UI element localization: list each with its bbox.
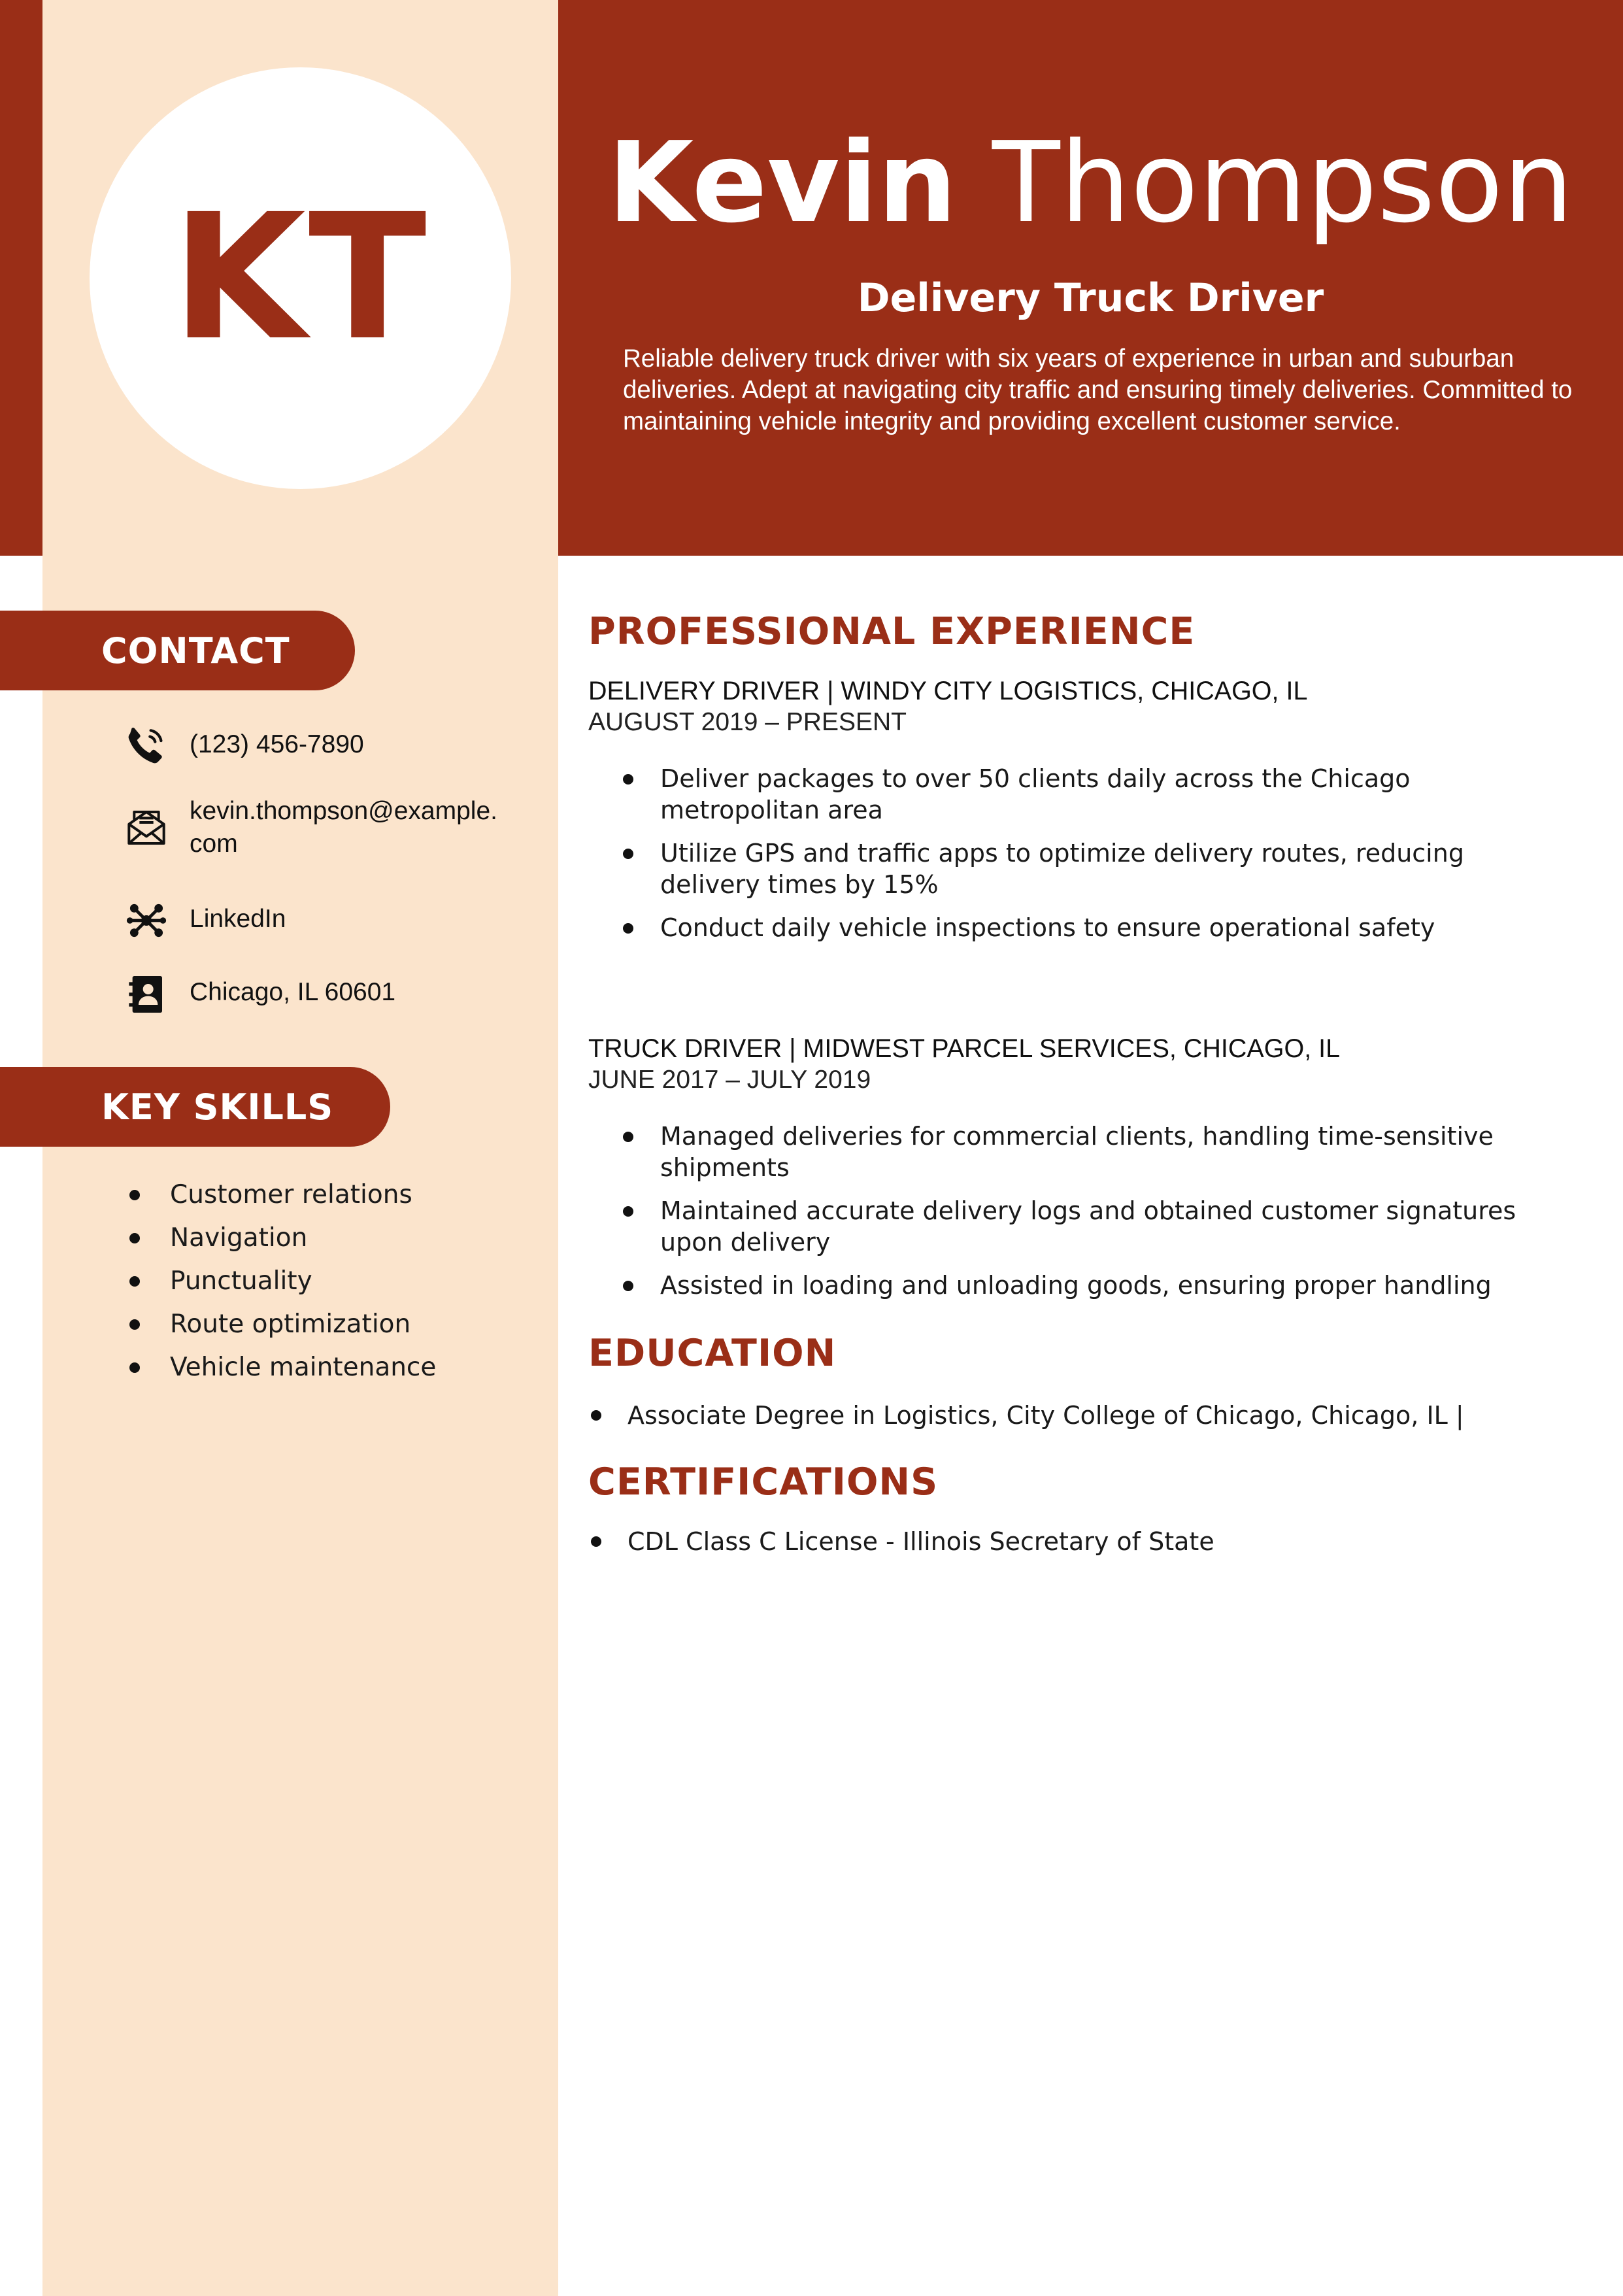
contact-heading: CONTACT bbox=[101, 630, 290, 671]
job-dates: AUGUST 2019 – PRESENT bbox=[588, 708, 907, 736]
monogram-circle bbox=[90, 67, 511, 489]
job-bullet: Managed deliveries for commercial clients, handling time-sensitive shipments bbox=[614, 1121, 1556, 1183]
contact-phone[interactable]: (123) 456-7890 bbox=[190, 730, 364, 758]
skill-item: Route optimization bbox=[124, 1303, 436, 1346]
education-heading: EDUCATION bbox=[588, 1332, 837, 1375]
job-bullet: Deliver packages to over 50 clients daily across the Chicago metropolitan area bbox=[614, 763, 1556, 826]
job-header: TRUCK DRIVER | MIDWEST PARCEL SERVICES, CHICAGO, IL bbox=[588, 1034, 1341, 1063]
contact-linkedin[interactable]: LinkedIn bbox=[190, 905, 286, 933]
job-bullets bbox=[614, 763, 1556, 955]
certification-item: CDL Class C License - Illinois Secretary of State bbox=[588, 1526, 1569, 1557]
last-name: Thompson bbox=[992, 118, 1574, 248]
job-title: Delivery Truck Driver bbox=[857, 275, 1324, 321]
skill-item: Punctuality bbox=[124, 1260, 436, 1303]
job-dates: JUNE 2017 – JULY 2019 bbox=[588, 1066, 871, 1094]
profile-summary: Reliable delivery truck driver with six years of experience in urban and suburban deliveries. Adept at navigating city traffic and ensuring timely deliveries. Committed to maintaining vehicle integrity and providing excellent customer service. bbox=[623, 345, 1573, 435]
certifications-heading: CERTIFICATIONS bbox=[588, 1460, 939, 1504]
monogram: KT bbox=[171, 177, 429, 379]
first-name: Kevin bbox=[607, 118, 957, 248]
skill-item: Vehicle maintenance bbox=[124, 1346, 436, 1389]
contact-location: Chicago, IL 60601 bbox=[190, 978, 396, 1006]
skills-list bbox=[124, 1173, 436, 1389]
address-book-icon bbox=[125, 973, 167, 1015]
job-bullet: Conduct daily vehicle inspections to ensure operational safety bbox=[614, 912, 1556, 943]
email-icon bbox=[125, 807, 167, 849]
candidate-name bbox=[558, 118, 1623, 248]
job-bullets bbox=[614, 1121, 1556, 1313]
contact-heading-pill bbox=[0, 611, 355, 690]
education-item: Associate Degree in Logistics, City College of Chicago, Chicago, IL | bbox=[588, 1400, 1569, 1431]
experience-heading: PROFESSIONAL EXPERIENCE bbox=[588, 610, 1196, 653]
job-bullet: Assisted in loading and unloading goods, ensuring proper handling bbox=[614, 1270, 1556, 1301]
phone-icon bbox=[125, 724, 167, 766]
skills-heading: KEY SKILLS bbox=[101, 1086, 334, 1128]
job-bullet: Utilize GPS and traffic apps to optimize delivery routes, reducing delivery times by 15% bbox=[614, 837, 1556, 900]
network-icon bbox=[125, 900, 167, 941]
skill-item: Customer relations bbox=[124, 1173, 436, 1217]
job-header: DELIVERY DRIVER | WINDY CITY LOGISTICS, CHICAGO, IL bbox=[588, 677, 1308, 705]
skill-item: Navigation bbox=[124, 1217, 436, 1260]
skills-heading-pill bbox=[0, 1067, 390, 1147]
contact-email[interactable]: kevin.thompson@example.com bbox=[190, 797, 497, 858]
job-bullet: Maintained accurate delivery logs and obtained customer signatures upon delivery bbox=[614, 1195, 1556, 1258]
